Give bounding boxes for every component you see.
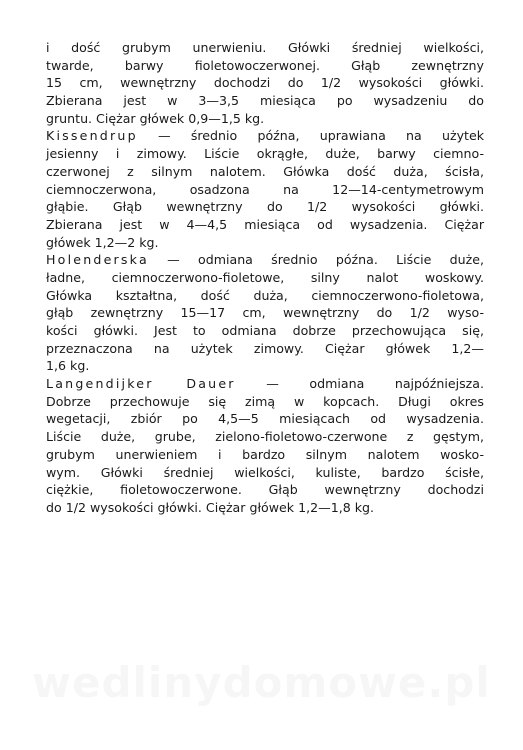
line-text: Liście duże, grube, zielono-fioletowo-czerwone z gęstym, xyxy=(46,429,484,445)
line-text: — średnio późna, uprawiana na użytek xyxy=(137,128,484,144)
line-text: jesienny i zimowy. Liście okrągłe, duże, barwy ciemno- xyxy=(46,146,484,162)
text-line xyxy=(46,375,484,393)
line-text: wegetacji, zbiór po 4,5—5 miesiącach od wysadzenia. xyxy=(46,411,484,427)
text-line xyxy=(46,181,484,199)
text-line xyxy=(46,499,484,517)
line-text: — odmiana najpóźniejsza. xyxy=(235,376,484,392)
line-text: głąb zewnętrzny 15—17 cm, wewnętrzny do 1/2 wyso- xyxy=(46,305,484,321)
line-text: — odmiana średnio późna. Liście duże, xyxy=(148,252,484,268)
text-line xyxy=(46,163,484,181)
line-text: kości główki. Jest to odmiana dobrze przechowująca się, xyxy=(46,323,484,338)
line-text: czerwonej z silnym nalotem. Główka dość duża, ścisła, xyxy=(46,163,484,179)
variety-name: Holenderska xyxy=(46,252,149,268)
line-text: ciężkie, fioletowoczerwone. Głąb wewnętrzny dochodzi xyxy=(46,482,484,498)
variety-name: Langendijker Dauer xyxy=(46,376,236,392)
watermark xyxy=(0,658,523,707)
line-text: gruntu. Ciężar główek 0,9—1,5 kg. xyxy=(46,110,265,126)
text-line xyxy=(46,410,484,428)
line-text: ciemnoczerwona, osadzona na 12—14-centymetrowym xyxy=(46,181,484,197)
text-body xyxy=(46,39,484,517)
text-line xyxy=(46,304,484,322)
line-text: ładne, ciemnoczerwono-fioletowe, silny nalot woskowy. xyxy=(46,269,484,285)
text-line xyxy=(46,322,484,340)
text-line xyxy=(46,39,484,57)
text-line xyxy=(46,92,484,110)
text-line xyxy=(46,251,484,269)
line-text: 1,6 kg. xyxy=(46,358,90,374)
line-text: do 1/2 wysokości główki. Ciężar główek 1,2—1,8 kg. xyxy=(46,499,375,515)
line-text: głąbie. Głąb wewnętrzny do 1/2 wysokości główki. xyxy=(46,199,484,215)
text-line xyxy=(46,357,484,375)
line-text: grubym unerwieniem i bardzo silnym nalotem wosko- xyxy=(46,446,484,462)
variety-name: Kissendrup xyxy=(46,128,138,144)
line-text: Zbierana jest w 4—4,5 miesiąca od wysadzenia. Ciężar xyxy=(46,216,484,232)
text-line xyxy=(46,110,484,128)
text-line xyxy=(46,481,484,499)
text-line xyxy=(46,428,484,446)
text-line xyxy=(46,287,484,305)
text-line xyxy=(46,340,484,358)
line-text: główek 1,2—2 kg. xyxy=(46,234,159,250)
text-line xyxy=(46,234,484,252)
text-line xyxy=(46,57,484,75)
text-line xyxy=(46,198,484,216)
text-line xyxy=(46,127,484,145)
text-line xyxy=(46,74,484,92)
line-text: i dość grubym unerwieniu. Główki średniej wielkości, xyxy=(46,40,484,55)
text-line xyxy=(46,216,484,234)
line-text: Główka kształtna, dość duża, ciemnoczerwono-fioletowa, xyxy=(46,287,484,303)
text-line xyxy=(46,446,484,464)
line-text: Zbierana jest w 3—3,5 miesiąca po wysadzeniu do xyxy=(46,93,484,109)
text-line xyxy=(46,393,484,411)
line-text: twarde, barwy fioletowoczerwonej. Głąb zewnętrzny xyxy=(46,57,484,73)
text-line xyxy=(46,145,484,163)
line-text: przeznaczona na użytek zimowy. Ciężar główek 1,2— xyxy=(46,340,484,356)
line-text: wym. Główki średniej wielkości, kuliste, bardzo ścisłe, xyxy=(46,464,484,480)
text-line xyxy=(46,464,484,482)
text-line xyxy=(46,269,484,287)
line-text: Dobrze przechowuje się zimą w kopcach. Długi okres xyxy=(46,393,484,409)
line-text: 15 cm, wewnętrzny dochodzi do 1/2 wysokości główki. xyxy=(46,75,484,91)
